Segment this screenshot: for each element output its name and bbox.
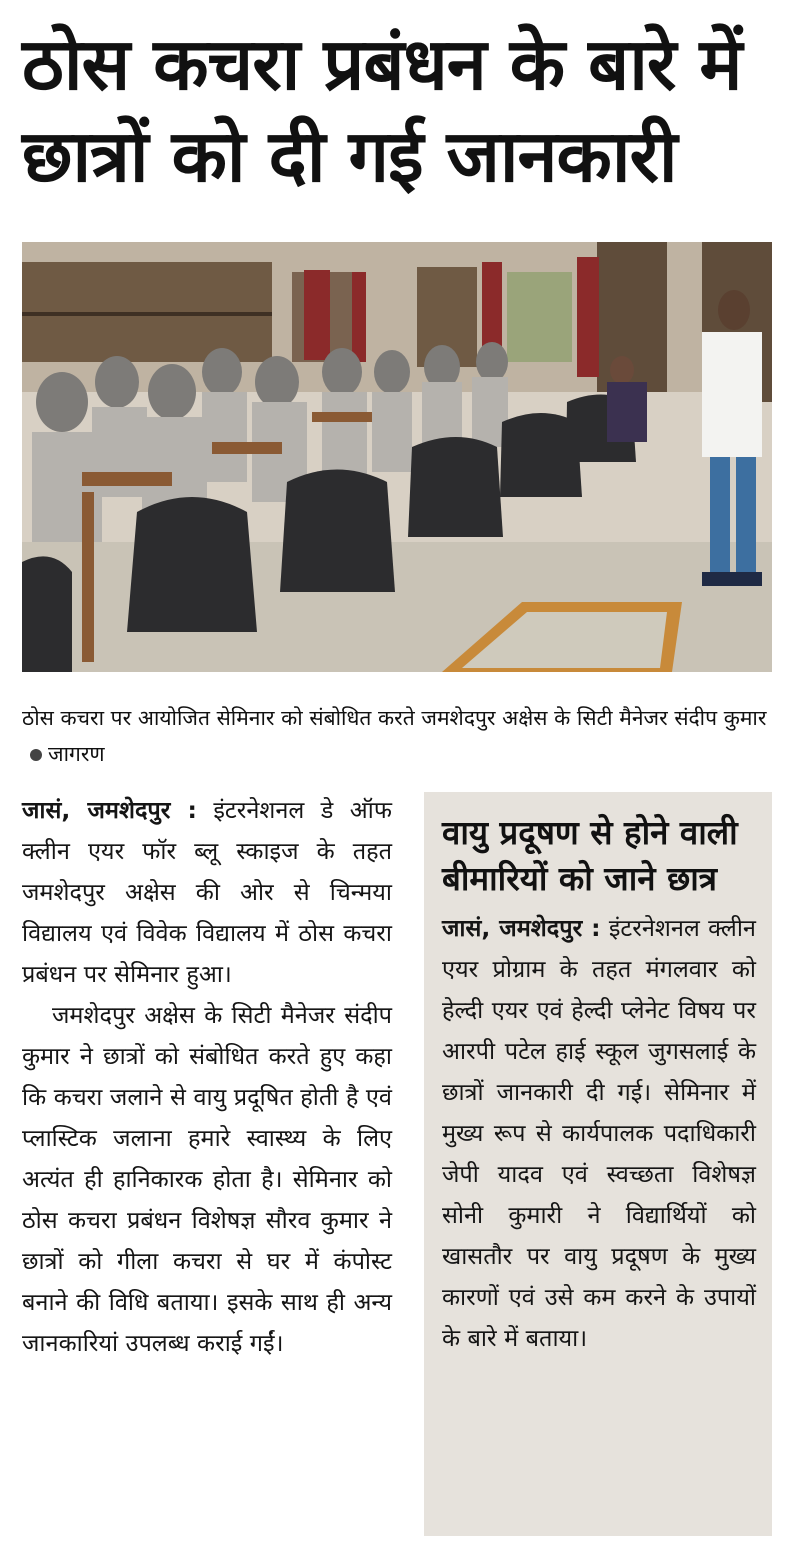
news-photo [22,242,772,672]
main-dateline: जासं, जमशेदपुर : [22,796,197,824]
main-paragraph-1 [22,790,392,995]
photo-caption [22,700,772,772]
sidebar-body: इंटरनेशनल क्लीन एयर प्रोग्राम के तहत मंगलवार को हेल्दी एयर एवं हेल्दी प्लेनेट विषय पर आरपी पटेल हाई स्कूल जुगसलाई के छात्रों जानकारी दी गई। सेमिनार में मुख्य रूप से कार्यपालक पदाधिकारी जेपी यादव एवं स्वच्छता विशेषज्ञ सोनी कुमारी ने विद्यार्थियों को खासतौर पर वायु प्रदूषण के मुख्य कारणों एवं उसे कम करने के उपायों के बारे में बताया। [442,914,756,1352]
article-headline: ठोस कचरा प्रबंधन के बारे में छात्रों को दी गई जानकारी [22,22,742,198]
seminar-classroom-photo [22,242,772,672]
sidebar-dateline: जासं, जमशेदपुर : [442,914,601,942]
main-story [22,790,392,1364]
photo-credit: जागरण [48,742,105,766]
sidebar-story [424,792,772,1536]
bullet-icon [30,749,42,761]
caption-text: ठोस कचरा पर आयोजित सेमिनार को संबोधित करते जमशेदपुर अक्षेस के सिटी मैनेजर संदीप कुमार [22,706,767,730]
main-paragraph-2: जमशेदपुर अक्षेस के सिटी मैनेजर संदीप कुमार ने छात्रों को संबोधित करते हुए कहा कि कचरा जलाने से वायु प्रदूषित होती है एवं प्लास्टिक जलाना हमारे स्वास्थ्य के लिए अत्यंत ही हानिकारक होता है। सेमिनार को ठोस कचरा प्रबंधन विशेषज्ञ सौरव कुमार ने छात्रों को गीला कचरा से घर में कंपोस्ट बनाने की विधि बताया। इसके साथ ही अन्य जानकारियां उपलब्ध कराई गईं। [22,1001,392,1357]
sidebar-headline: वायु प्रदूषण से होने वाली बीमारियों को जाने छात्र [442,813,738,898]
sidebar-paragraph [442,908,756,1359]
main-paragraph-1-text: इंटरनेशनल डे ऑफ क्लीन एयर फॉर ब्लू स्काइज के तहत जमशेदपुर अक्षेस की ओर से चिन्मया विद्यालय एवं विवेक विद्यालय में ठोस कचरा प्रबंधन पर सेमिनार हुआ। [22,796,392,988]
